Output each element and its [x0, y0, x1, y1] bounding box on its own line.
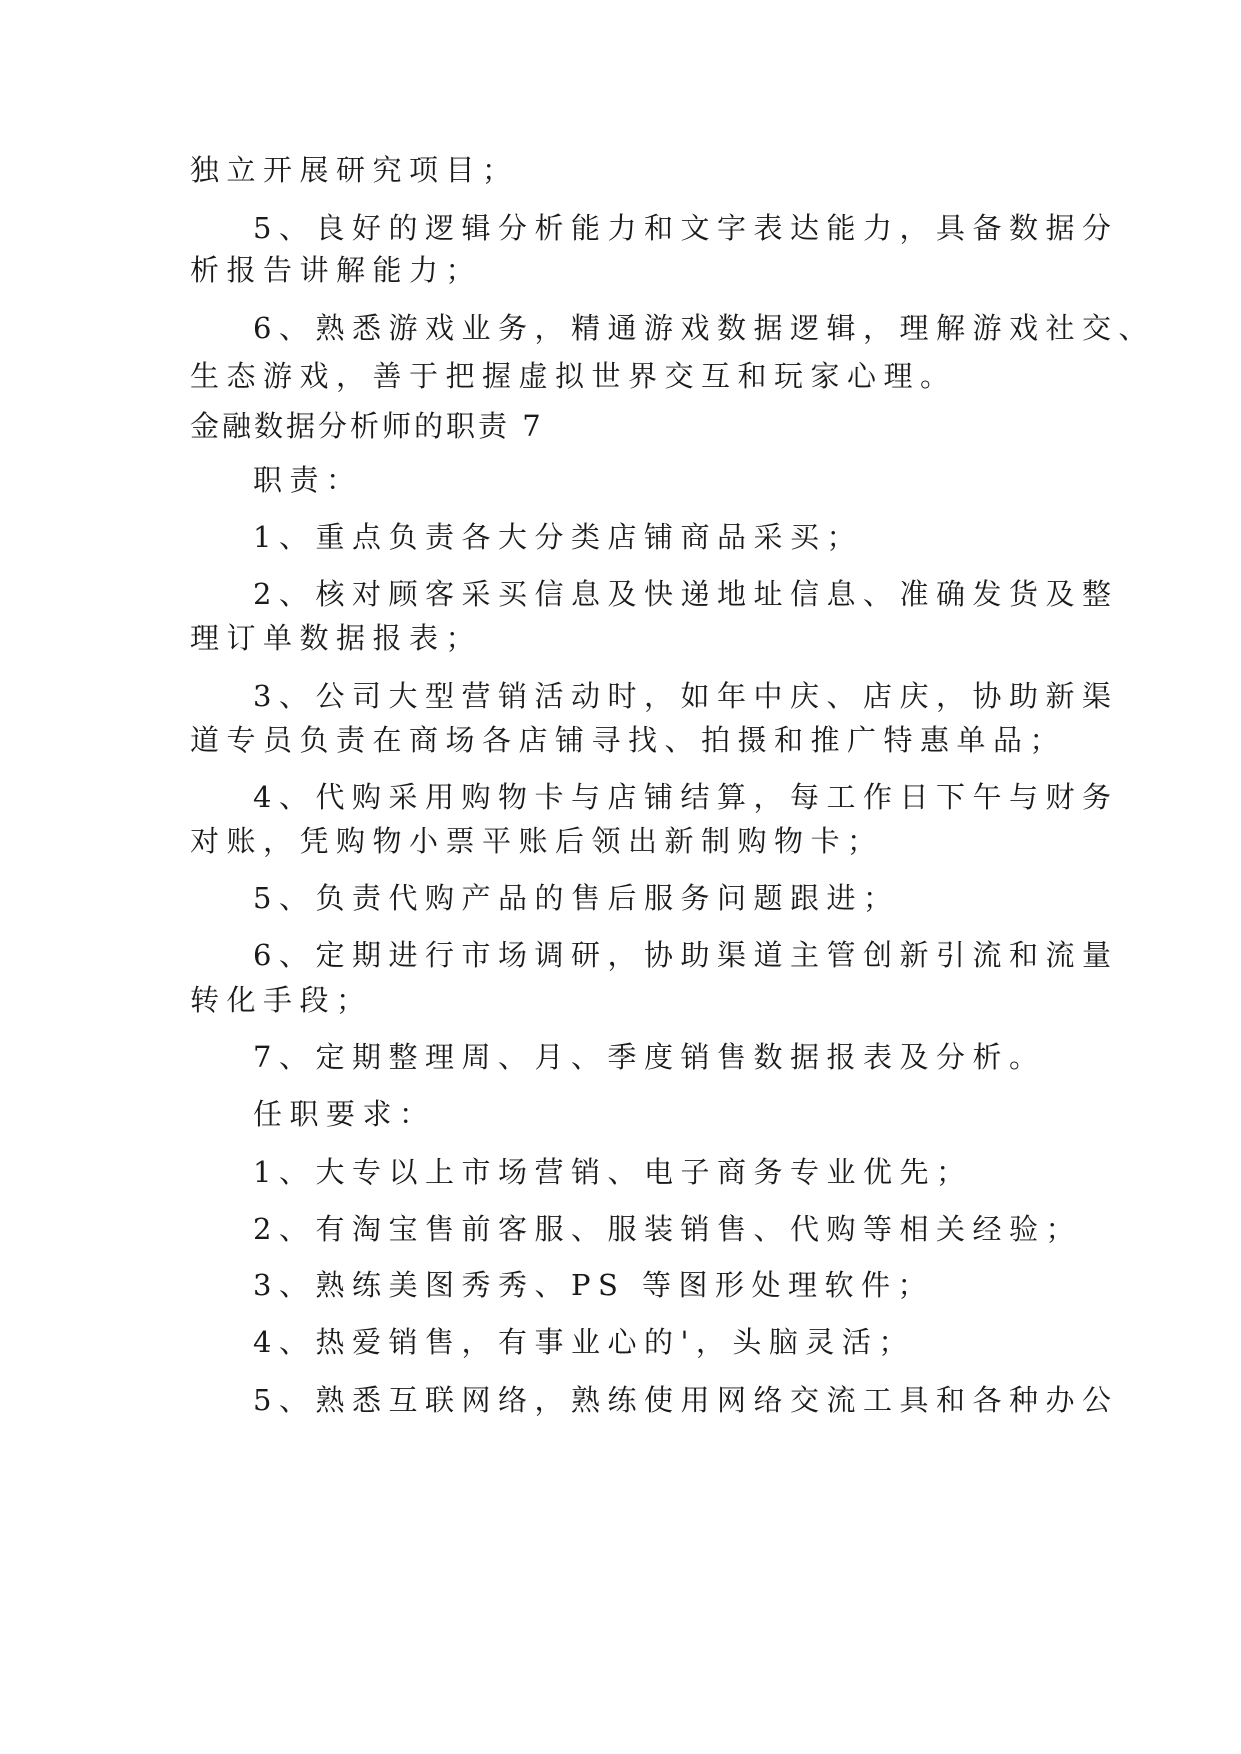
- text-line: 2、有淘宝售前客服、服装销售、代购等相关经验；: [253, 1212, 1082, 1246]
- text-line: 3、公司大型营销活动时，如年中庆、店庆，协助新渠: [253, 679, 1119, 713]
- text-line: 5、负责代购产品的售后服务问题跟进；: [253, 881, 900, 915]
- text-line: 生态游戏，善于把握虚拟世界交互和玩家心理。: [190, 359, 957, 393]
- text-line: 4、代购采用购物卡与店铺结算，每工作日下午与财务: [253, 780, 1119, 814]
- text-line: 对账，凭购物小票平账后领出新制购物卡；: [190, 824, 884, 858]
- section-heading: 金融数据分析师的职责 7: [190, 409, 544, 443]
- text-line: 析报告讲解能力；: [190, 253, 483, 287]
- text-line: 职责：: [253, 463, 363, 497]
- text-line: 4、热爱销售，有事业心的'，头脑灵活；: [253, 1325, 915, 1359]
- text-line: 6、定期进行市场调研，协助渠道主管创新引流和流量: [253, 938, 1119, 972]
- text-line: 1、大专以上市场营销、电子商务专业优先；: [253, 1155, 973, 1189]
- text-line: 转化手段；: [190, 983, 373, 1017]
- text-line: 2、核对顾客采买信息及快递地址信息、准确发货及整: [253, 577, 1119, 611]
- text-line: 独立开展研究项目；: [190, 153, 519, 187]
- text-line: 任职要求：: [253, 1097, 436, 1131]
- text-line: 道专员负责在商场各店铺寻找、拍摄和推广特惠单品；: [190, 723, 1067, 757]
- text-line: 理订单数据报表；: [190, 621, 483, 655]
- text-line: 5、良好的逻辑分析能力和文字表达能力，具备数据分: [253, 211, 1119, 245]
- text-line: 5、熟悉互联网络，熟练使用网络交流工具和各种办公: [253, 1383, 1119, 1417]
- text-line: 6、熟悉游戏业务，精通游戏数据逻辑，理解游戏社交、: [253, 311, 1155, 345]
- text-line: 3、熟练美图秀秀、PS 等图形处理软件；: [253, 1268, 935, 1302]
- text-line: 1、重点负责各大分类店铺商品采买；: [253, 520, 863, 554]
- text-line: 7、定期整理周、月、季度销售数据报表及分析。: [253, 1040, 1046, 1074]
